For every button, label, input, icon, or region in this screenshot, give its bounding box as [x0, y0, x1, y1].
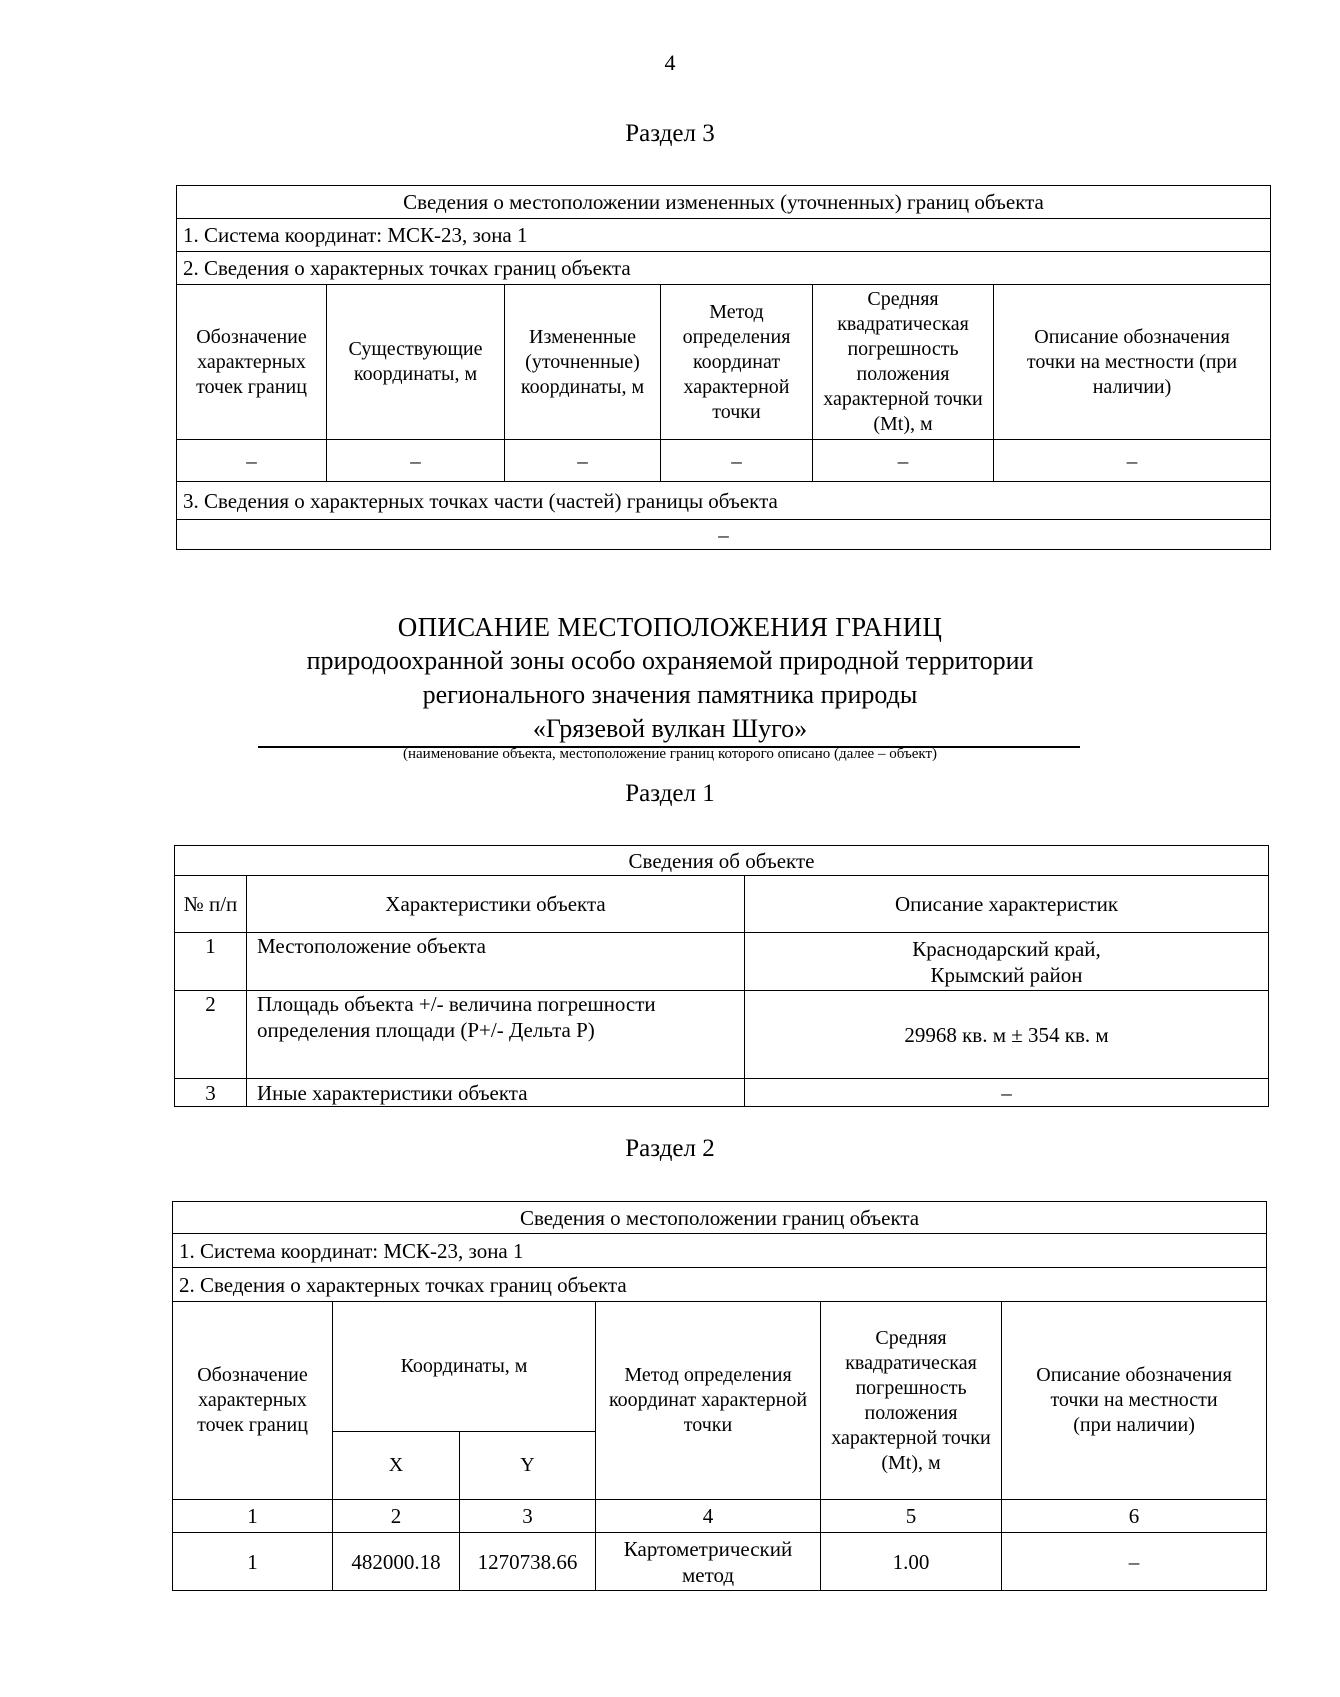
section2-col-number: 1 — [173, 1500, 333, 1533]
section2-col-point: Обозначение характерных точек границ — [173, 1302, 333, 1500]
section3-col-error: Средняя квадратическая погрешность положения характерной точки (Mt), м — [813, 285, 994, 440]
section3-points-heading: 2. Сведения о характерных точках границ объекта — [177, 252, 1271, 285]
description-line3: регионального значения памятника природы — [422, 680, 918, 709]
section2-table-title: Сведения о местоположении границ объекта — [173, 1202, 1267, 1234]
section2-col-number: 4 — [596, 1500, 821, 1533]
section2-col-error: Средняя квадратическая погрешность положения характерной точки (Mt), м — [821, 1302, 1002, 1500]
section1-row-char: Местоположение объекта — [247, 933, 745, 991]
section3-value: – — [813, 440, 994, 482]
section2-row-y: 1270738.66 — [460, 1533, 596, 1591]
section3-value: – — [661, 440, 813, 482]
section2-row-x: 482000.18 — [333, 1533, 460, 1591]
section2-col-desc: Описание обозначения точки на местности (при наличии) — [1002, 1302, 1267, 1500]
section2-coord-system: 1. Система координат: МСК-23, зона 1 — [173, 1234, 1267, 1268]
section2-col-number: 6 — [1002, 1500, 1267, 1533]
section2-row-desc: – — [1002, 1533, 1267, 1591]
section3-parts-heading: 3. Сведения о характерных точках части (частей) границы объекта — [177, 482, 1271, 520]
section3-parts-value: – — [177, 520, 1271, 550]
section1-table — [174, 845, 1269, 1107]
section1-row-desc: 29968 кв. м ± 354 кв. м — [745, 991, 1269, 1079]
section1-col-desc: Описание характеристик — [745, 876, 1269, 933]
section3-col-method: Метод определения координат характерной точки — [661, 285, 813, 440]
section2-col-coords: Координаты, м — [333, 1302, 596, 1432]
section1-col-char: Характеристики объекта — [247, 876, 745, 933]
section3-table-title: Сведения о местоположении измененных (уточненных) границ объекта — [177, 186, 1271, 219]
section1-row-char: Площадь объекта +/- величина погрешности определения площади (P+/- Дельта P) — [247, 991, 745, 1079]
section1-col-num: № п/п — [175, 876, 247, 933]
section1-row-char: Иные характеристики объекта — [247, 1079, 745, 1107]
section2-col-x: X — [333, 1432, 460, 1500]
description-line2: природоохранной зоны особо охраняемой природной территории — [306, 646, 1034, 675]
description-title: ОПИСАНИЕ МЕСТОПОЛОЖЕНИЯ ГРАНИЦ — [397, 612, 943, 642]
section2-table — [172, 1201, 1267, 1591]
page-number: 4 — [664, 50, 676, 75]
section3-col-existing: Существующие координаты, м — [327, 285, 505, 440]
section2-col-method: Метод определения координат характерной точки — [596, 1302, 821, 1500]
section1-row-desc: – — [745, 1079, 1269, 1107]
description-caption: (наименование объекта, местоположение границ которого описано (далее – объект) — [402, 746, 938, 762]
section3-coord-system: 1. Система координат: МСК-23, зона 1 — [177, 219, 1271, 252]
section3-heading: Раздел 3 — [625, 120, 715, 147]
description-object-name: «Грязевой вулкан Шуго» — [532, 714, 808, 743]
section2-row-method: Картометрический метод — [596, 1533, 821, 1591]
section1-row-num: 3 — [175, 1079, 247, 1107]
section2-heading: Раздел 2 — [625, 1135, 715, 1162]
section3-table — [176, 185, 1271, 550]
section3-col-changed: Измененные (уточненные) координаты, м — [505, 285, 661, 440]
section1-row-desc: Краснодарский край, Крымский район — [745, 933, 1269, 991]
section3-value: – — [177, 440, 327, 482]
section2-col-y: Y — [460, 1432, 596, 1500]
section2-col-number: 3 — [460, 1500, 596, 1533]
section1-heading: Раздел 1 — [625, 780, 715, 807]
section3-value: – — [505, 440, 661, 482]
section2-row-error: 1.00 — [821, 1533, 1002, 1591]
section2-row-point: 1 — [173, 1533, 333, 1591]
section2-col-number: 2 — [333, 1500, 460, 1533]
section3-col-desc: Описание обозначения точки на местности (при наличии) — [994, 285, 1271, 440]
section3-value: – — [994, 440, 1271, 482]
section1-row-num: 1 — [175, 933, 247, 991]
section3-col-point: Обозначение характерных точек границ — [177, 285, 327, 440]
section3-value: – — [327, 440, 505, 482]
section2-points-heading: 2. Сведения о характерных точках границ объекта — [173, 1268, 1267, 1302]
section1-row-num: 2 — [175, 991, 247, 1079]
section2-col-number: 5 — [821, 1500, 1002, 1533]
section1-table-title: Сведения об объекте — [175, 846, 1269, 876]
